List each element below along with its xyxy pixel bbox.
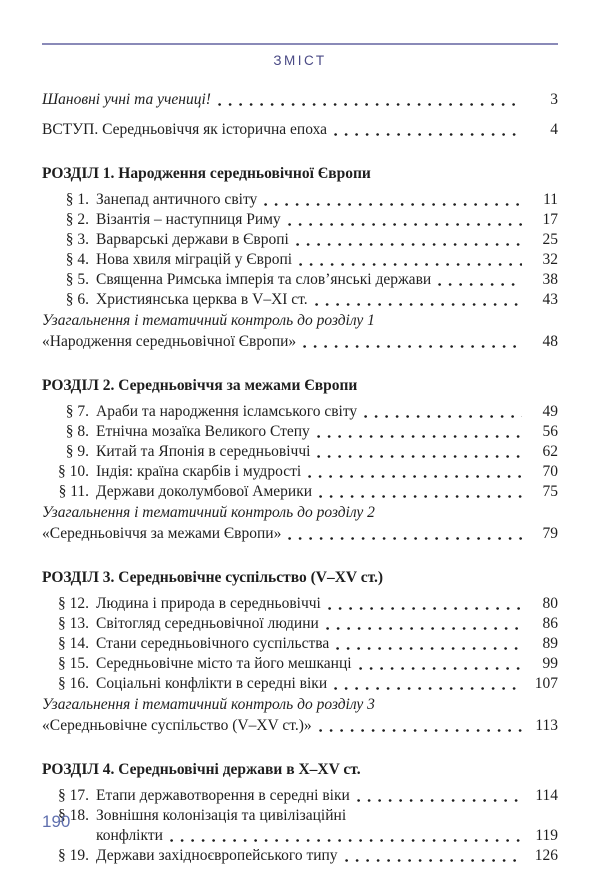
entry-title: Шановні учні та учениці! — [42, 91, 211, 108]
entry-title: Етнічна мозаїка Великого Степу — [96, 423, 310, 440]
toc-entry — [42, 422, 558, 441]
dot-leader — [315, 302, 522, 306]
dot-leader — [288, 222, 522, 226]
dot-leader — [345, 858, 522, 862]
toc-entry — [42, 614, 558, 633]
entry-title: Нова хвиля міграцій у Європі — [96, 251, 293, 268]
entry-page: 43 — [542, 291, 558, 308]
entry-title: Візантія – наступниця Риму — [96, 211, 281, 228]
toc-entry — [42, 332, 558, 351]
toc-section — [42, 568, 558, 735]
toc-entry — [42, 120, 558, 139]
dot-leader — [170, 838, 522, 842]
entry-title: Стани середньовічного суспільства — [96, 635, 330, 652]
entry-page: 119 — [535, 827, 558, 844]
entry-title: Араби та народження ісламського світу — [96, 403, 358, 420]
toc-entry — [42, 90, 558, 109]
dot-leader — [328, 606, 522, 610]
entry-page: 4 — [550, 121, 558, 138]
entry-title: Соціальні конфлікти в середні віки — [96, 675, 328, 692]
dot-leader — [364, 414, 522, 418]
dot-leader — [218, 102, 522, 106]
entry-label: § 17. — [58, 787, 89, 804]
toc-entry — [42, 290, 558, 309]
toc-section — [42, 164, 558, 351]
toc-section — [42, 760, 558, 865]
entry-page: 99 — [542, 655, 558, 672]
entry-label: § 18. — [58, 807, 89, 824]
entry-title: Варварські держави в Європі — [96, 231, 289, 248]
toc-entry — [42, 594, 558, 613]
entry-page: 25 — [542, 231, 558, 248]
entry-title: Етапи державотворення в середні віки — [96, 787, 350, 804]
toc-entry — [42, 402, 558, 421]
entry-title: Індія: країна скарбів і мудрості — [96, 463, 302, 480]
section-heading: РОЗДІЛ 3. Середньовічне суспільство (V–XV ст.) — [42, 569, 384, 586]
entry-title: Людина і природа в середньовіччі — [96, 595, 321, 612]
entry-page: 3 — [550, 91, 558, 108]
entry-title: Світогляд середньовічної людини — [96, 615, 319, 632]
entry-label: § 6. — [65, 291, 89, 308]
dot-leader — [299, 262, 522, 266]
entry-page: 62 — [542, 443, 558, 460]
entry-page: 89 — [542, 635, 558, 652]
entry-title: Держави західноєвропейського типу — [96, 847, 338, 864]
entry-label: § 15. — [58, 655, 89, 672]
dot-leader — [317, 434, 522, 438]
entry-page: 48 — [542, 333, 558, 350]
entry-label: § 10. — [58, 463, 89, 480]
toc-entry — [42, 442, 558, 461]
dot-leader — [357, 798, 522, 802]
entry-page: 32 — [542, 251, 558, 268]
entry-title: «Народження середньовічної Європи» — [42, 333, 297, 350]
dot-leader — [336, 646, 522, 650]
entry-page: 49 — [542, 403, 558, 420]
toc-entry — [42, 654, 558, 673]
entry-page: 56 — [542, 423, 558, 440]
entry-title: Середньовічне місто та його мешканці — [96, 655, 352, 672]
entry-title: Занепад античного світу — [96, 191, 258, 208]
header-rule — [42, 43, 558, 45]
section-heading: РОЗДІЛ 4. Середньовічні держави в X–XV ст. — [42, 761, 361, 778]
toc-entry — [42, 826, 558, 845]
entry-page: 11 — [543, 191, 558, 208]
toc-entry — [42, 786, 558, 805]
toc-entry — [42, 250, 558, 269]
entry-page: 75 — [542, 483, 558, 500]
entry-title: «Середньовічне суспільство (V–XV ст.)» — [42, 717, 312, 734]
entry-label: § 2. — [65, 211, 89, 228]
summary-line: Узагальнення і тематичний контроль до розділу 2 — [42, 504, 375, 521]
section-heading: РОЗДІЛ 1. Народження середньовічної Європи — [42, 165, 371, 182]
entry-title: Китай та Японія в середньовіччі — [96, 443, 311, 460]
dot-leader — [264, 202, 522, 206]
entry-label: § 11. — [58, 483, 89, 500]
entry-title: Зовнішня колонізація та цивілізаційні — [96, 807, 347, 824]
summary-line: Узагальнення і тематичний контроль до розділу 3 — [42, 696, 375, 713]
dot-leader — [326, 626, 522, 630]
toc-entry — [42, 270, 558, 289]
toc-entry — [42, 210, 558, 229]
dot-leader — [334, 132, 522, 136]
toc-entry — [42, 524, 558, 543]
entry-label: § 9. — [65, 443, 89, 460]
section-heading: РОЗДІЛ 2. Середньовіччя за межами Європи — [42, 377, 358, 394]
dot-leader — [296, 242, 522, 246]
entry-page: 80 — [542, 595, 558, 612]
entry-label: § 13. — [58, 615, 89, 632]
entry-label: § 14. — [58, 635, 89, 652]
entry-page: 114 — [535, 787, 558, 804]
entry-page: 70 — [542, 463, 558, 480]
entry-label: § 7. — [65, 403, 89, 420]
dot-leader — [308, 474, 522, 478]
toc-entry — [42, 482, 558, 501]
toc-entry — [42, 846, 558, 865]
entry-label: § 19. — [58, 847, 89, 864]
page-number: 190 — [42, 812, 71, 831]
entry-label: § 12. — [58, 595, 89, 612]
entry-page: 126 — [534, 847, 558, 864]
entry-label: § 16. — [58, 675, 89, 692]
toc-entry — [42, 674, 558, 693]
dot-leader — [317, 454, 522, 458]
toc-entry — [42, 462, 558, 481]
entry-page: 38 — [542, 271, 558, 288]
entry-title: «Середньовіччя за межами Європи» — [42, 525, 282, 542]
entry-page: 17 — [542, 211, 558, 228]
toc-entry — [42, 634, 558, 653]
summary-line: Узагальнення і тематичний контроль до розділу 1 — [42, 312, 375, 329]
toc-entry — [42, 716, 558, 735]
entry-page: 79 — [542, 525, 558, 542]
dot-leader — [438, 282, 522, 286]
entry-title: Християнська церква в V–XI ст. — [96, 291, 308, 308]
toc-entry — [42, 190, 558, 209]
entry-title: ВСТУП. Середньовіччя як історична епоха — [42, 121, 328, 138]
entry-title: конфлікти — [96, 827, 163, 844]
dot-leader — [319, 494, 522, 498]
page-title: ЗМІСТ — [273, 53, 327, 68]
dot-leader — [303, 344, 522, 348]
entry-page: 86 — [542, 615, 558, 632]
entry-title: Держави доколумбової Америки — [96, 483, 313, 500]
entry-label: § 5. — [65, 271, 89, 288]
toc-entry — [42, 806, 558, 825]
entry-page: 107 — [534, 675, 558, 692]
dot-leader — [334, 686, 522, 690]
toc-entry — [42, 230, 558, 249]
entry-title: Священна Римська імперія та слов’янські держави — [96, 271, 432, 288]
entry-label: § 8. — [65, 423, 89, 440]
dot-leader — [319, 728, 522, 732]
dot-leader — [359, 666, 522, 670]
entry-label: § 3. — [65, 231, 89, 248]
intro-block — [42, 90, 558, 139]
entry-label: § 1. — [65, 191, 89, 208]
toc-section — [42, 376, 558, 543]
dot-leader — [288, 536, 522, 540]
entry-page: 113 — [535, 717, 558, 734]
entry-label: § 4. — [65, 251, 89, 268]
